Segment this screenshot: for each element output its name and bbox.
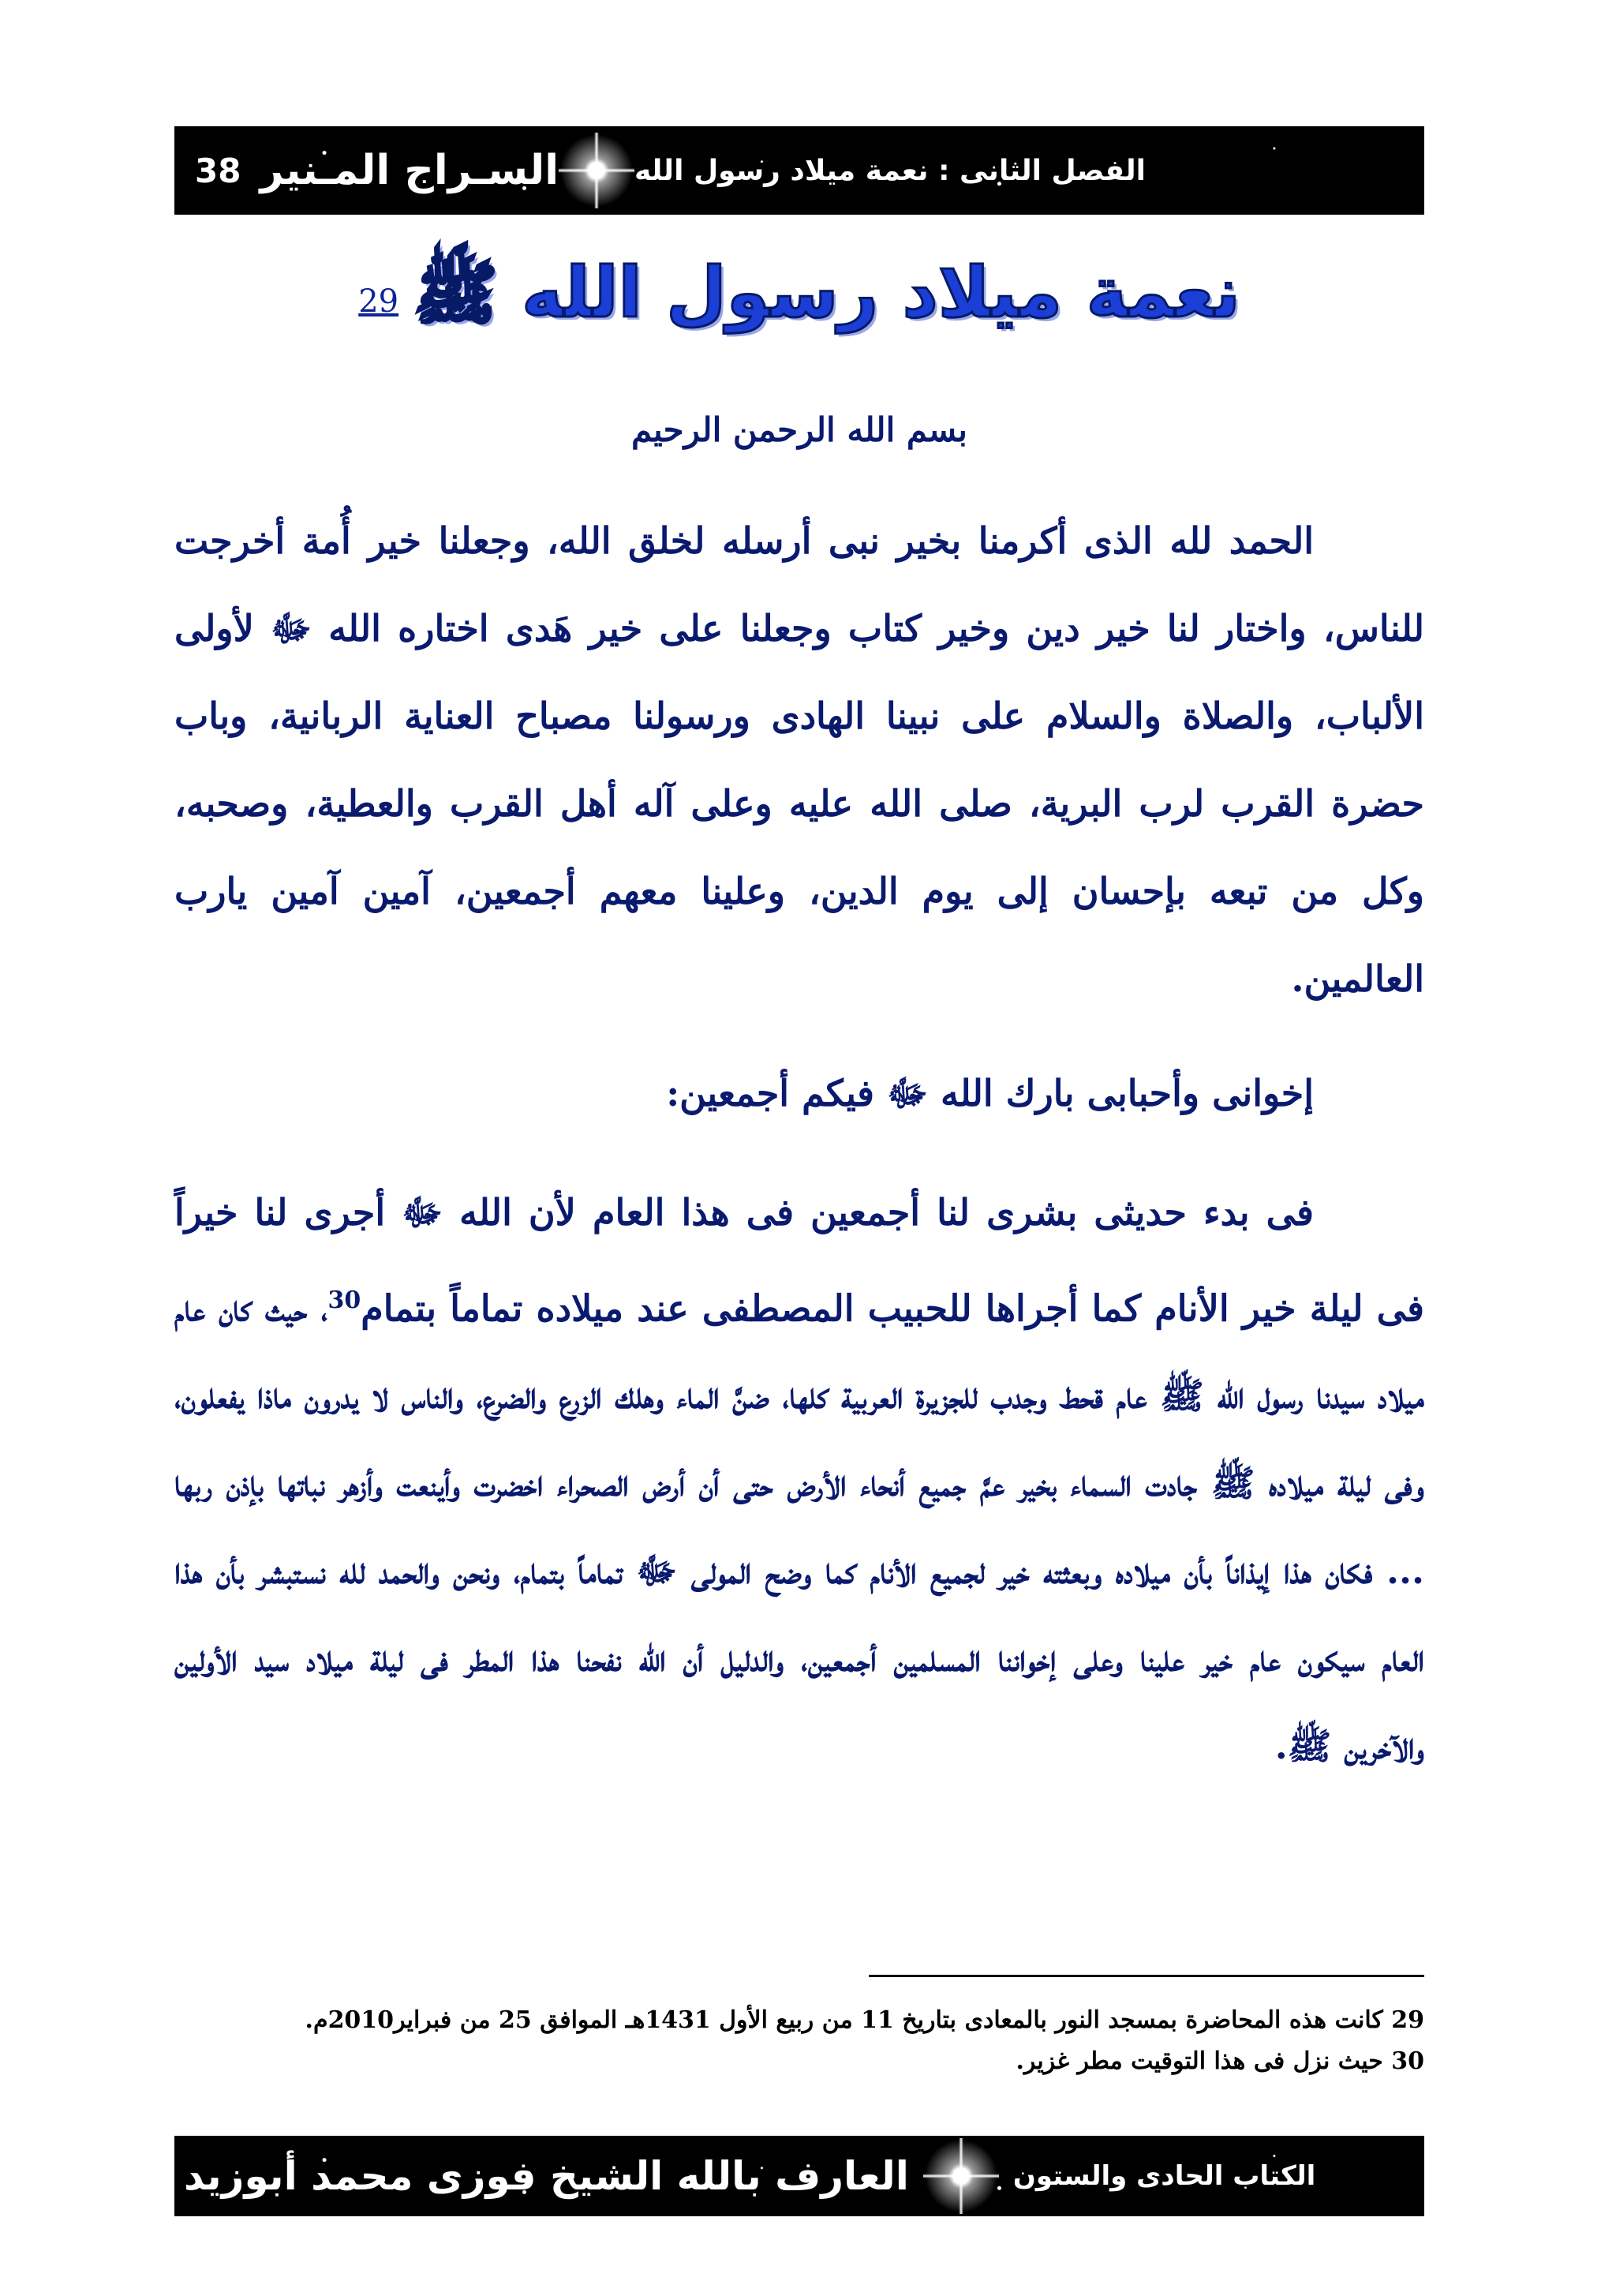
body-text <box>174 497 1424 1817</box>
paragraph-3-part-2: ، حيث كان عام ميلاد سيدنا رسول الله ﷺ عام قحط وجدب للجزيرة العربية كلها، ضنَّ الماء وهلك الزرع والضرع، والناس لا يدرون ماذا يفعلون، وفى ليلة ميلاده ﷺ جادت السماء بخير عمَّ جميع أنحاء الأرض حتى أن أرض الصحراء اخضرت وأينعت وأزهر نباتها بإذن ربها ... فكان هذا إيذاناً بأن ميلاده وبعثته خير لجميع الأنام كما وضح المولى ﷻ تماماً بتمام، ونحن والحمد لله نستبشر بأن هذا العام سيكون عام خير علينا وعلى إخواننا المسلمين أجمعين، والدليل أن الله نفحنا هذا المطر فى ليلة ميلاد سيد الأولين والآخرين ﷺ. <box>174 1287 1424 1768</box>
page-header <box>174 126 1424 215</box>
paragraph-1: الحمد لله الذى أكرمنا بخير نبى أرسله لخلق الله، وجعلنا خير أُمة أخرجت للناس، واختار لنا خير دين وخير كتاب وجعلنا على خير هَدى اختاره الله ﷻ لأولى الألباب، والصلاة والسلام على نبينا الهادى ورسولنا مصباح العناية الربانية، وباب حضرة القرب لرب البرية، صلى الله عليه وعلى آله أهل القرب والعطية، وصحبه، وكل من تبعه بإحسان إلى يوم الدين، وعلينا معهم أجمعين، آمين آمين يارب العالمين. <box>174 519 1424 1000</box>
book-label: الكتاب الحادى والستون <box>1012 2160 1316 2192</box>
author-name: العارف بالله الشيخ فوزى محمد أبوزيد <box>184 2153 909 2199</box>
page-footer <box>174 2136 1424 2216</box>
paragraph-2: إخوانى وأحبابى بارك الله ﷻ فيكم أجمعين: <box>666 1072 1314 1114</box>
chapter-title: الفصل الثانى : نعمة ميلاد رسول الله <box>634 154 1146 187</box>
paragraph-3 <box>174 1169 1424 1790</box>
page-number: 38 <box>195 151 241 190</box>
footnote-ref-30[interactable]: 30 <box>327 1287 361 1314</box>
footnote-divider <box>869 1975 1424 1977</box>
basmala: بسم الله الرحمن الرحيم <box>631 410 967 449</box>
paragraph-3-part-1: فى بدء حديثى بشرى لنا أجمعين فى هذا العام لأن الله ﷻ أجرى لنا خيراً فى ليلة خير الأنام كما أجراها للحبيب المصطفى عند ميلاده تماماً بتمام <box>174 1191 1424 1330</box>
footnotes <box>174 2000 1424 2082</box>
heading-footnote-ref[interactable]: 29 <box>358 283 399 320</box>
book-title: السـراج المـنير <box>260 147 559 194</box>
chapter-heading <box>174 251 1424 351</box>
footnote-29: 29 كانت هذه المحاضرة بمسجد النور بالمعادى بتاريخ 11 من ربيع الأول 1431هـ الموافق 25 من فبراير2010م. <box>305 2006 1424 2034</box>
heading-text: نعمة ميلاد رسول الله ﷺ <box>413 252 1240 333</box>
star-icon <box>559 133 634 208</box>
footnote-30: 30 حيث نزل فى هذا التوقيت مطر غزير. <box>1016 2047 1424 2075</box>
star-icon <box>923 2138 999 2214</box>
